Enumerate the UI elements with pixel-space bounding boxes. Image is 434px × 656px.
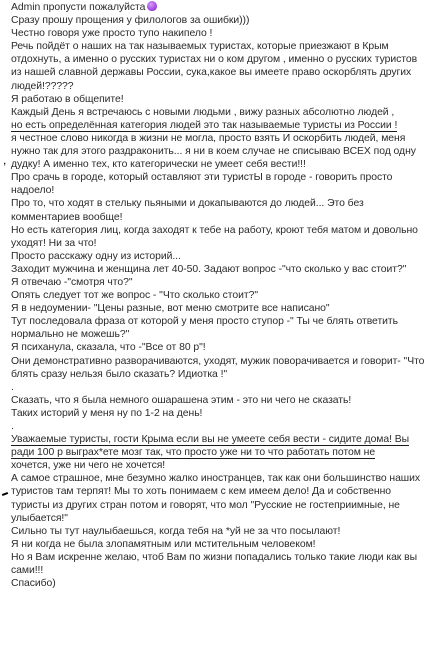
- post-line: Сразу прошу прощения у филологов за ошибки))): [11, 15, 250, 27]
- underlined-text: Уважаемые туристы, гости Крыма если вы не умеете себя вести - сидите дома! Вы: [11, 434, 410, 446]
- post-line: Заходит мужчина и женщина лет 40-50. Задают вопрос -"что сколько у вас стоит?": [11, 263, 407, 275]
- margin-comma-mark: ,: [3, 153, 7, 167]
- post-paragraph: Про срачь в городе, который оставляют эти туристЫ в городе - говорить просто надоело!: [11, 172, 393, 197]
- post-line: Честно говоря уже просто тупо накипело !: [11, 28, 213, 40]
- post-paragraph: А самое страшное, мне безумно жалко иностранцев, так как они большинство наших туристов там терпят! Мы то хоть понимаем с кем имеем дело! Да и собственно туристы из других стран потом и говорят, что мол "Русские не гостеприимные, не улыбается!": [11, 473, 420, 524]
- post-paragraph: Про то, что ходят в стельку пьяными и докапываются до людей... Это без комментариев вообще!: [11, 198, 364, 223]
- post-paragraph: Но я Вам искренне желаю, чтоб Вам по жизни попадались только такие люди как вы сами!!!: [11, 551, 418, 577]
- margin-dash-mark: [2, 492, 8, 496]
- post-text: [11, 1, 429, 590]
- post-line: Я в недоумении- "Цены разные, вот меню смотрите все написано": [11, 303, 330, 315]
- post-line: Я отвечаю -"смотря что?": [11, 276, 133, 288]
- post-line: Опять следует тот же вопрос - "Что сколько стоит?": [11, 290, 258, 302]
- post-line: Спасибо): [11, 578, 56, 590]
- post-line: Таких историй у меня ну по 1-2 на день!: [11, 407, 203, 419]
- post-line: Я ни когда не была злопамятным или мстительным человеком!: [11, 538, 316, 550]
- underlined-line: [11, 119, 429, 132]
- post-line: Сильно ты тут наулыбаешься, когда тебя на *уй не за что посылают!: [11, 525, 341, 537]
- post-paragraph: Но есть категория лиц, когда заходят к тебе на работу, кроют тебя матом и довольно уходят! Ни за что!: [11, 224, 418, 249]
- purple-heart-emoji-icon: [147, 1, 157, 11]
- underlined-line: [11, 446, 429, 459]
- post-paragraph: Тут последовала фраза от которой у меня просто ступор -" Ты че блять ответить нормально не можешь?": [11, 316, 398, 341]
- post-line: хочется, уже ни чего не хочется!: [11, 460, 166, 472]
- post-paragraph: я честное слово никогда в жизни не могла, просто взять И оскорбить людей, меня нужно так для этого раздраконить... я ни в коем случае не списываю ВСЕХ под одну дудку! А именно тех, кто категорически не умеет себя вести!!!: [11, 132, 416, 171]
- post-dot: .: [11, 381, 14, 393]
- post-line: Сказать, что я была немного ошарашена этим - это ни чего не сказать!: [11, 394, 352, 406]
- post-dot: .: [11, 421, 14, 432]
- post-line: Я психанула, сказала, что -"Все от 80 р"!: [11, 342, 206, 354]
- underlined-text: но есть определённая категория людей это так называемые туристы из России !: [11, 119, 398, 131]
- underlined-line: [11, 433, 429, 446]
- post-paragraph: Речь пойдёт о наших на так называемых туристах, которые приезжают в Крым отдохнуть, а именно о русских туристах ни о ком другом , именно о русских туристов из нашей славной державы России, сука,какое вы имеете право оскорблять других людей!?????: [11, 41, 418, 92]
- post-paragraph: Они демонстративно разворачиваются, уходят, мужик поворачивается и говорит- "Что блять сразу нельзя было сказать? Идиотка !": [11, 355, 425, 380]
- underlined-text: ради 100 р выграх*ете мозг так, что просто уже ни то что работать потом не: [11, 447, 376, 459]
- post-line: Просто расскажу одну из историй...: [11, 250, 181, 262]
- post-line: Admin пропусти пожалуйста: [11, 1, 429, 14]
- post-line: Каждый День я встречаюсь с новыми людьми , вижу разных абсолютно людей ,: [11, 106, 395, 118]
- post-line: Я работаю в общепите!: [11, 93, 124, 105]
